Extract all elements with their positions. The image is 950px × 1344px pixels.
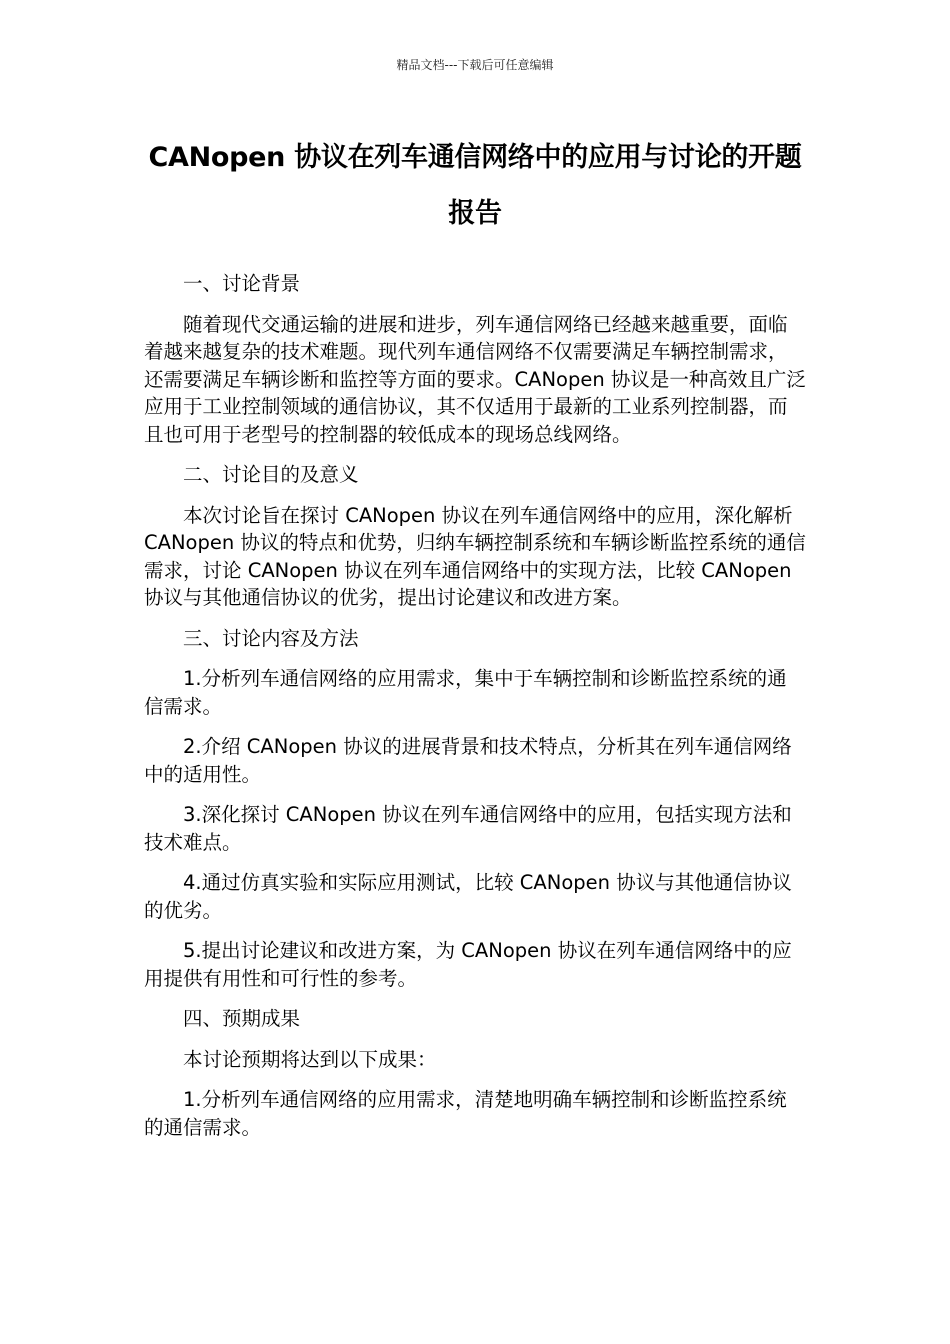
paragraph: 本讨论预期将达到以下成果：: [183, 1047, 437, 1071]
section-heading: 一、讨论背景: [183, 272, 301, 295]
section-heading: 三、讨论内容及方法: [183, 626, 359, 650]
list-item: 2.介绍 CANopen 协议的进展背景和技术特点，分析其在列车通信网络中的适用性。: [144, 735, 792, 786]
document-title: CANopen 协议在列车通信网络中的应用与讨论的开题报告: [148, 142, 802, 229]
section-heading: 四、预期成果: [183, 1007, 301, 1030]
list-item: 1.分析列车通信网络的应用需求，清楚地明确车辆控制和诊断监控系统的通信需求。: [144, 1088, 787, 1139]
section-heading: 二、讨论目的及意义: [183, 463, 359, 486]
list-item: 5.提出讨论建议和改进方案，为 CANopen 协议在列车通信网络中的应用提供有用性和可行性的参考。: [144, 939, 792, 990]
document-body: [144, 270, 806, 1154]
list-item: 3.深化探讨 CANopen 协议在列车通信网络中的应用，包括实现方法和技术难点。: [144, 803, 792, 854]
page-header: 精品文档---下载后可任意编辑: [396, 58, 554, 72]
paragraph: 随着现代交通运输的进展和进步，列车通信网络已经越来越重要，面临着越来越复杂的技术难题。现代列车通信网络不仅需要满足车辆控制需求，还需要满足车辆诊断和监控等方面的要求。CANopen 协议是一种高效且广泛应用于工业控制领域的通信协议，其不仅适用于最新的工业系列控制器，而且也可用于老型号的控制器的较低成本的现场总线网络。: [144, 312, 806, 446]
paragraph: 本次讨论旨在探讨 CANopen 协议在列车通信网络中的应用，深化解析 CANopen 协议的特点和优势，归纳车辆控制系统和车辆诊断监控系统的通信需求，讨论 CANopen 协议在列车通信网络中的实现方法，比较 CANopen 协议与其他通信协议的优劣，提出讨论建议和改进方案。: [144, 503, 806, 609]
list-item: 1.分析列车通信网络的应用需求，集中于车辆控制和诊断监控系统的通信需求。: [144, 667, 787, 718]
list-item: 4.通过仿真实验和实际应用测试，比较 CANopen 协议与其他通信协议的优劣。: [144, 871, 792, 922]
